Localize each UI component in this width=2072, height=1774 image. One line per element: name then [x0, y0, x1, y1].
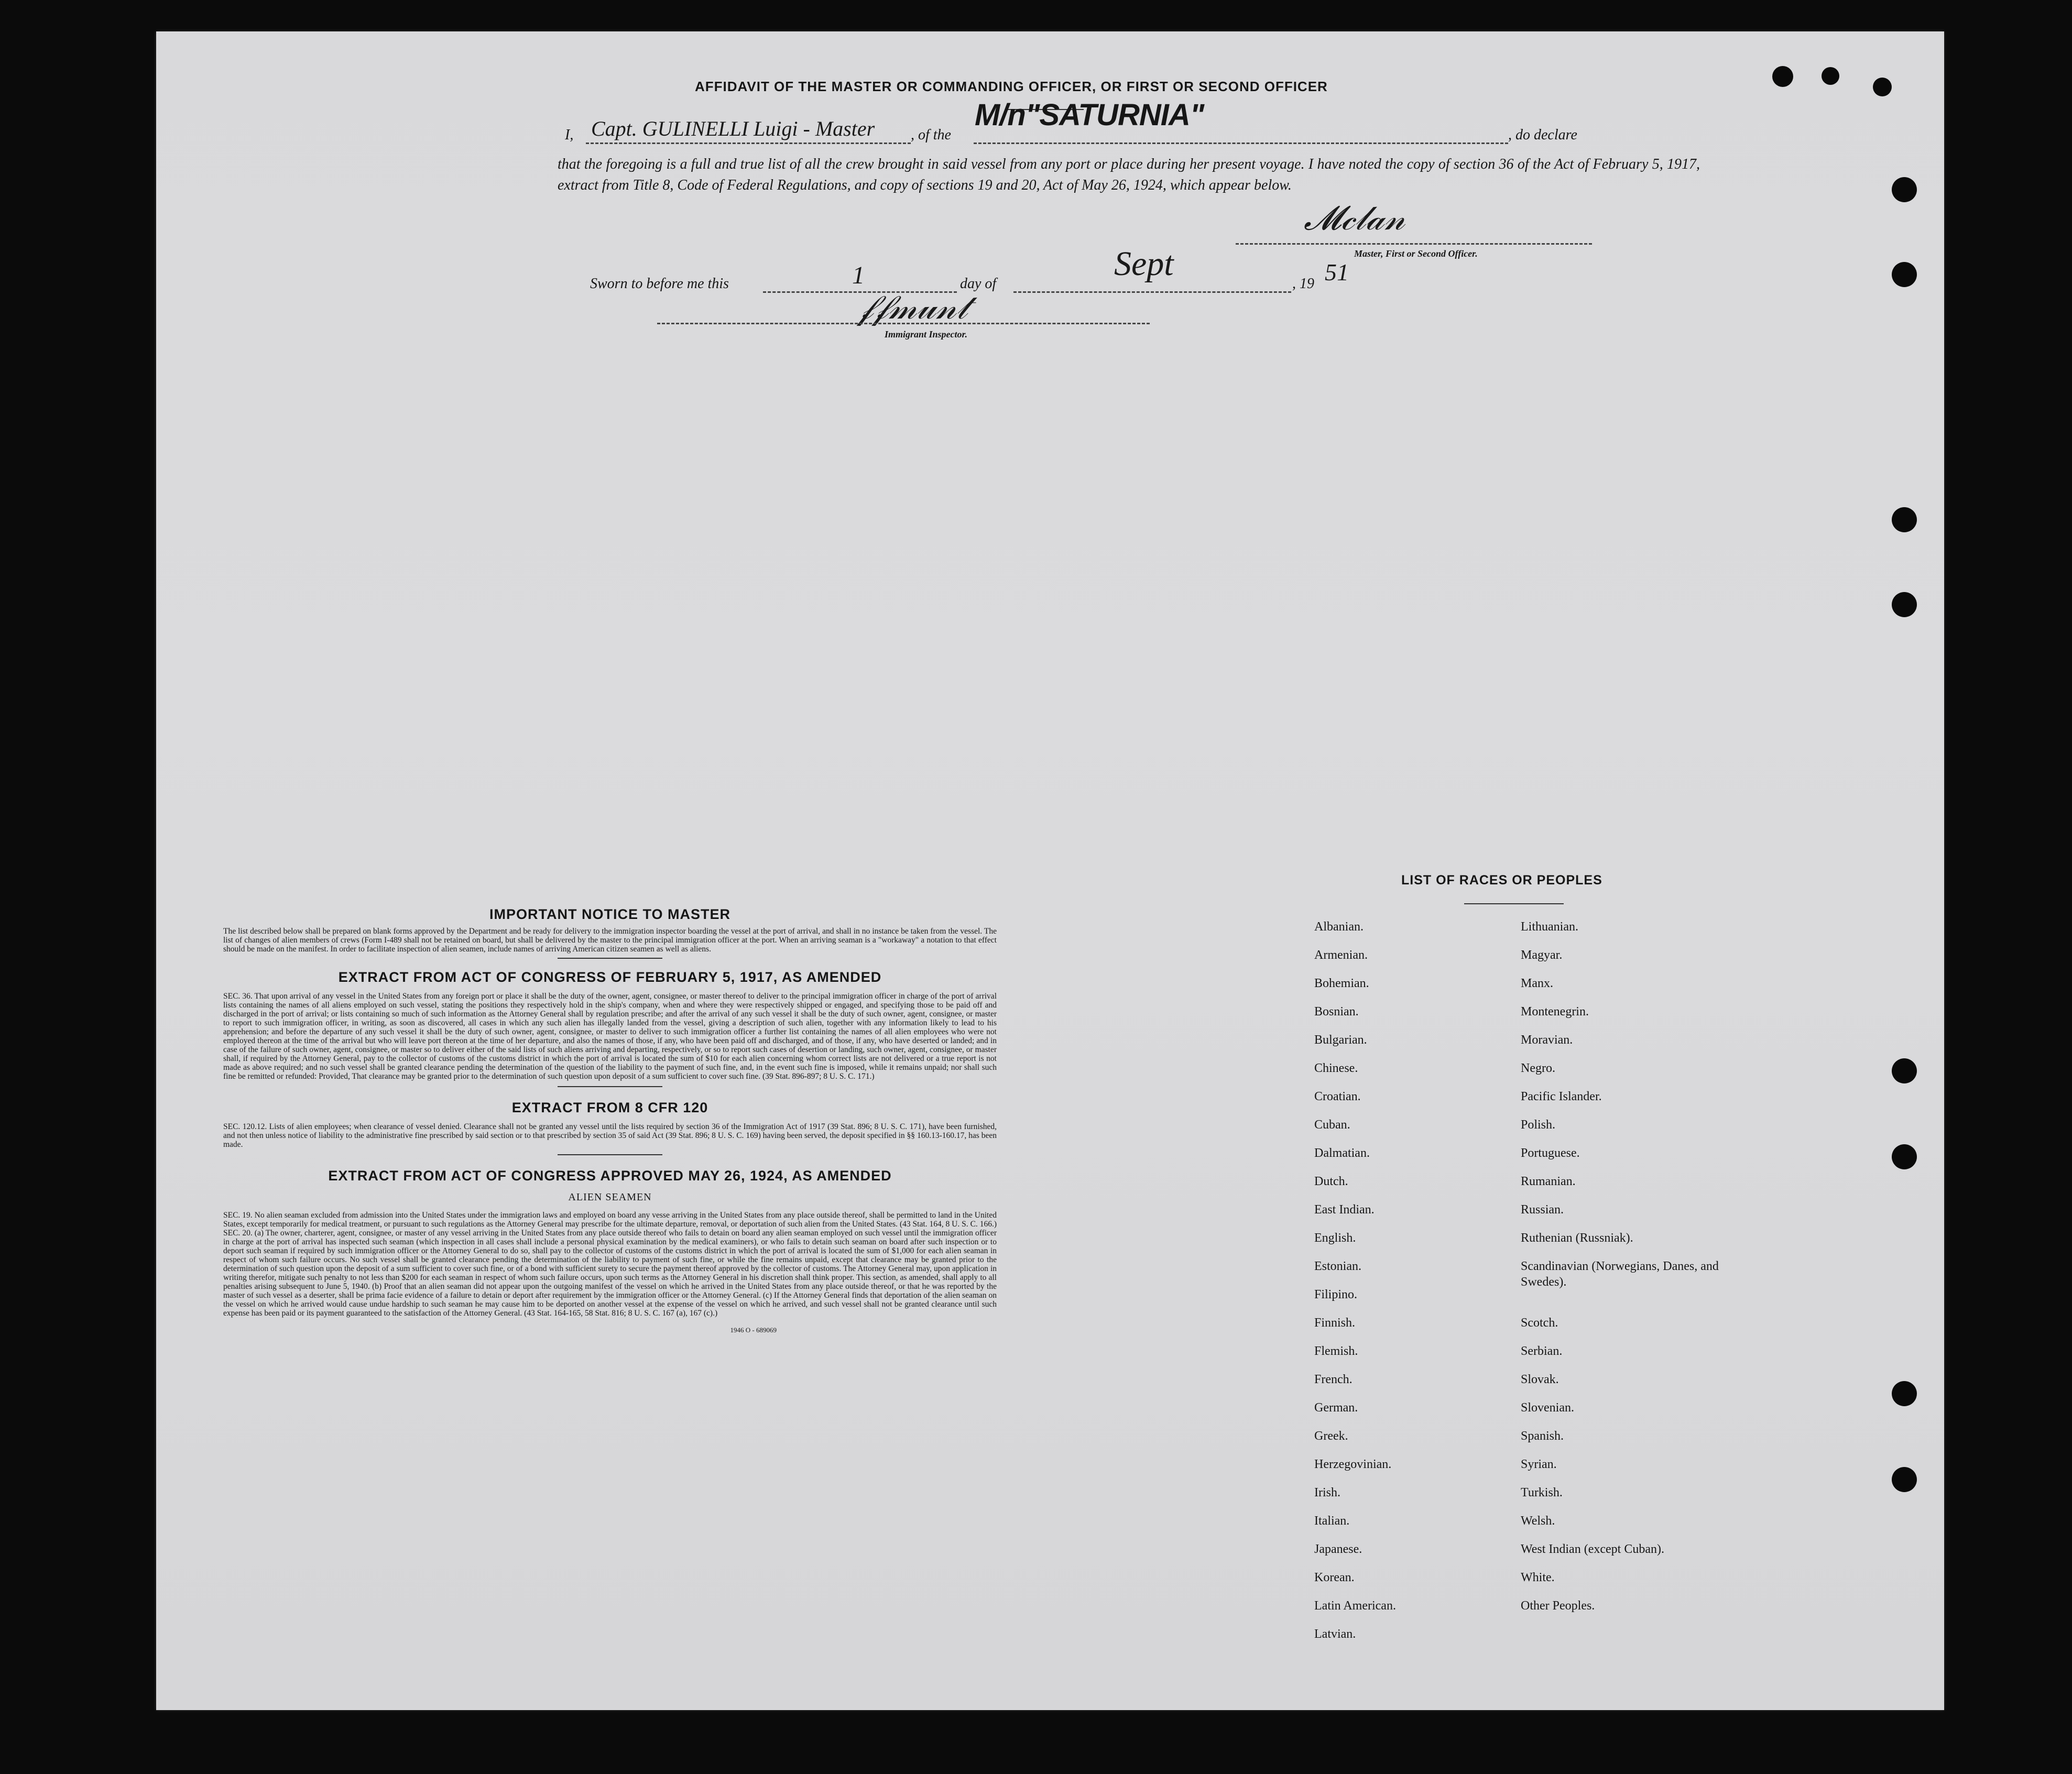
race-item: Croatian.	[1314, 1090, 1361, 1103]
i-label: I,	[565, 127, 574, 143]
race-item: Slovak.	[1521, 1373, 1559, 1386]
race-item: Italian.	[1314, 1514, 1350, 1528]
race-item: Manx.	[1521, 977, 1553, 990]
race-item: Montenegrin.	[1521, 1005, 1589, 1019]
race-item: Turkish.	[1521, 1486, 1563, 1499]
race-item: Bulgarian.	[1314, 1033, 1367, 1047]
master-signature: 𝓜𝒸𝓁𝒶𝓃	[1304, 200, 1405, 237]
race-item: Bohemian.	[1314, 977, 1369, 990]
races-right-column	[1521, 919, 1741, 1626]
race-item: Welsh.	[1521, 1514, 1555, 1528]
race-item: Chinese.	[1314, 1061, 1358, 1075]
extract-1924-title: EXTRACT FROM ACT OF CONGRESS APPROVED MAY 26, 1924, AS AMENDED	[328, 1168, 892, 1184]
race-item: Scandinavian (Norwegians, Danes, and Swedes).	[1521, 1260, 1719, 1289]
race-item: Other Peoples.	[1521, 1599, 1595, 1613]
race-item: Portuguese.	[1521, 1146, 1580, 1160]
extract-1924-text: SEC. 19. No alien seaman excluded from admission into the United States under the immigration laws and employed on board any vesse arriving in the United States from any place outside thereof, shall be permitted to land in the United States, except temporarily for medical treatment, or pursuant to such regulations as the Attorney General may prescribe for the ultimate departure, removal, or deportation of such alien from the United States. (43 Stat. 164, 8 U. S. C. 166.) SEC. 20. (a) The owner, charterer, agent, consignee, or master of any vessel arriving in the United States from any place outside thereof who fails to detain on board any alien seaman employed on such vessel until the immigration officer in charge at the port of arrival has inspected such seaman (which inspection in all cases shall include a personal physical examination by the medical examiners), or who fails to detain such seaman on board after such inspection or to deport such seaman if required by such immigration officer or the Attorney General to do so, shall pay to the collector of customs of the customs district in which the port of arrival is located the sum of $1,000 for each alien seaman in respect of whom such failure occurs. No such vessel shall be granted clearance pending the determination of the liability to payment of such fine, or while the fine remains unpaid, except that clearance may be granted prior to the determination of such question upon the deposit of a sum sufficient to cover such fine, or of a bond with sufficient surety to secure the payment thereof approved by the collector of customs. The Attorney General may, upon application in writing therefor, mitigate such penalty to not less than $200 for each seaman in respect of whom such failure occurs, upon such terms as the Attorney General in his discretion shall think proper. This section, as amended, shall apply to all penalties arising subsequent to June 5, 1940. (b) Proof that an alien seaman did not appear upon the outgoing manifest of the vessel on which he arrived in the United States from any place outside thereof, or that he was reported by the master of such vessel as a deserter, shall be prima facie evidence of a failure to detain or deport after requirement by the immigration officer or the Attorney General. (c) If the Attorney General finds that deportation of the alien seaman on the vessel on which he arrived would cause undue hardship to such seaman he may cause him to be deported on another vessel at the expense of the vessel on which he arrived, and such vessel shall not be granted clearance until such expense has been paid or its payment guaranteed to the satisfaction of the Attorney General. (43 Stat. 164-165, 58 Stat. 816; 8 U. S. C. 167 (a), 167 (c).)	[223, 1211, 997, 1318]
race-item: White.	[1521, 1571, 1555, 1584]
race-item: Syrian.	[1521, 1458, 1557, 1471]
race-item: Irish.	[1314, 1486, 1340, 1499]
race-item: West Indian (except Cuban).	[1521, 1542, 1664, 1556]
race-item: Japanese.	[1314, 1542, 1362, 1556]
punch-hole	[1892, 592, 1917, 617]
notices-column	[223, 906, 997, 1334]
race-item: Lithuanian.	[1521, 920, 1578, 934]
punch-hole	[1892, 1381, 1917, 1406]
vessel-name-stamp: M/n"SATURNIA"	[975, 98, 1204, 132]
race-item: Dutch.	[1314, 1175, 1348, 1188]
race-item: Cuban.	[1314, 1118, 1350, 1132]
race-item: Finnish.	[1314, 1316, 1356, 1330]
master-name-handwritten: Capt. GULINELLI Luigi - Master	[591, 117, 875, 140]
race-item: Magyar.	[1521, 948, 1563, 962]
race-item: Armenian.	[1314, 948, 1368, 962]
sworn-month-line	[1013, 291, 1291, 293]
race-item: Bosnian.	[1314, 1005, 1359, 1019]
extract-cfr-title: EXTRACT FROM 8 CFR 120	[511, 1100, 708, 1115]
race-item: Pacific Islander.	[1521, 1090, 1602, 1103]
race-item: Filipino.	[1314, 1288, 1358, 1301]
punch-hole	[1892, 262, 1917, 287]
affidavit-body: that the foregoing is a full and true list of all the crew brought in said vessel from any port or place during her present voyage. I have noted the copy of section 36 of the Act of February 5, 1917, extract from Title 8, Code of Federal Regulations, and copy of sections 19 and 20, Act of May 26, 1924, which appear below.	[558, 156, 1700, 193]
extract-1917-title: EXTRACT FROM ACT OF CONGRESS OF FEBRUARY 5, 1917, AS AMENDED	[338, 969, 882, 985]
master-name-line	[586, 143, 911, 144]
divider	[558, 1086, 662, 1087]
race-item: Polish.	[1521, 1118, 1556, 1132]
of-the-label: , of the	[911, 127, 951, 143]
race-item: Scotch.	[1521, 1316, 1558, 1330]
race-item: Serbian.	[1521, 1344, 1563, 1358]
race-item: Russian.	[1521, 1203, 1564, 1217]
punch-hole	[1892, 1467, 1917, 1492]
extract-1924-subtitle: ALIEN SEAMEN	[568, 1191, 652, 1203]
day-of-label: day of	[960, 276, 997, 292]
race-item: Ruthenian (Russniak).	[1521, 1231, 1633, 1245]
inspector-signature: 𝒻𝒻𝓂𝓊𝓃𝓉	[858, 289, 968, 326]
race-item: Greek.	[1314, 1429, 1348, 1443]
affidavit-title: AFFIDAVIT OF THE MASTER OR COMMANDING OFFICER, OR FIRST OR SECOND OFFICER	[695, 79, 1328, 94]
master-signature-caption: Master, First or Second Officer.	[1354, 248, 1478, 259]
race-item: German.	[1314, 1401, 1358, 1415]
race-item: Korean.	[1314, 1571, 1355, 1584]
notice-title: IMPORTANT NOTICE TO MASTER	[489, 906, 730, 922]
race-item: French.	[1314, 1373, 1353, 1386]
extract-cfr-text: SEC. 120.12. Lists of alien employees; when clearance of vessel denied. Clearance shall not be granted any vessel until the lists required by section 36 of the Immigration Act of 1917 (39 Stat. 896; 8 U. S. C. 171), have been furnished, and not then unless notice of liability to the administrative fine prescribed by said section or to that prescribed by section 35 of said Act (39 Stat. 896; 8 U. S. C. 169) having been served, the deposit specified in §§ 160.13-160.17, has been made.	[223, 1122, 997, 1149]
race-item: East Indian.	[1314, 1203, 1375, 1217]
punch-hole	[1892, 507, 1917, 532]
race-item: Spanish.	[1521, 1429, 1564, 1443]
race-item: Latvian.	[1314, 1627, 1356, 1641]
notice-text: The list described below shall be prepared on blank forms approved by the Department and be ready for delivery to the immigration inspector boarding the vessel at the port of arrival, and shall in no instance be taken from the vessel. The list of changes of alien members of crews (Form I-489 shall not be retained on board, but shall be delivered by the master to the principal immigration officer at the port. When an arriving seaman is a "workaway" a notation to that effect should be made on the manifest. In order to facilitate inspection of alien seamen, include names of arriving American citizen seamen as well as aliens.	[223, 927, 997, 954]
race-item: Slovenian.	[1521, 1401, 1574, 1415]
year-prefix: , 19	[1292, 276, 1314, 292]
punch-hole	[1873, 78, 1892, 96]
race-item: English.	[1314, 1231, 1356, 1245]
extract-1917-text: SEC. 36. That upon arrival of any vessel in the United States from any foreign port or place it shall be the duty of the owner, agent, consignee, or master thereof to deliver to the principal immigration officer in charge of the port of arrival lists containing the names of all aliens employed on such vessel, stating the positions they respectively hold in the ship's company, when and where they were respectively shipped or engaged, and specifying those to be paid off and discharged in the port of arrival; or lists containing so much of such information as the Attorney General shall by regulation prescribe; and after the arrival of any such vessel it shall be the duty of such owner, agent, consignee, or master to report to such immigration officer, in writing, as soon as discovered, all cases in which any such alien has illegally landed from the vessel, giving a description of such alien, together with any information likely to lead to his apprehension; and before the departure of any such vessel it shall be the duty of such owner, agent, consignee, or master to deliver to such immigration officer a further list containing the names of all alien employees who were not employed thereon at the time of the arrival but who will leave port thereon at the time of her departure, and also the names of those, if any, who have been paid off and discharged, and of those, if any, who have deserted or landed; and in case of the failure of such owner, agent, consignee, or master so to deliver either of the said lists of such aliens arriving and departing, respectively, or so to report such cases of desertion or landing, such owner, agent, consignee, or master shall, if required by the Attorney General, pay to the collector of customs of the customs district in which the port of arrival is located the sum of $10 for each alien concerning whom correct lists are not delivered or a true report is not made as above required; and no such vessel shall be granted clearance pending the determination of the question of the liability to the payment of such fine, and, in the event such fine is imposed, while it remains unpaid; nor shall such fine be remitted or refunded: Provided, That clearance may be granted prior to the determination of such question upon deposit of a sum sufficient to cover such fine. (39 Stat. 896-897; 8 U. S. C. 171.)	[223, 992, 997, 1081]
divider	[558, 1154, 662, 1155]
vessel-line	[974, 143, 1508, 144]
race-item: Latin American.	[1314, 1599, 1396, 1613]
race-item: Estonian.	[1314, 1260, 1361, 1273]
races-divider	[1464, 903, 1564, 904]
inspector-caption: Immigrant Inspector.	[885, 329, 968, 340]
sworn-label: Sworn to before me this	[590, 276, 729, 292]
punch-hole	[1822, 67, 1839, 85]
races-left-column	[1314, 919, 1513, 1655]
master-signature-line	[1236, 243, 1592, 245]
print-code: 1946 O - 689069	[730, 1326, 777, 1334]
race-item: Flemish.	[1314, 1344, 1358, 1358]
inspector-signature-line	[657, 323, 1150, 324]
race-item: Rumanian.	[1521, 1175, 1576, 1188]
race-item: Dalmatian.	[1314, 1146, 1370, 1160]
races-title: LIST OF RACES OR PEOPLES	[1401, 873, 1602, 888]
do-declare-label: , do declare	[1508, 127, 1577, 143]
race-item: Albanian.	[1314, 920, 1364, 934]
punch-hole	[1892, 1144, 1917, 1169]
race-item: Moravian.	[1521, 1033, 1573, 1047]
punch-hole	[1772, 66, 1793, 87]
punch-hole	[1892, 1058, 1917, 1083]
document-page	[156, 31, 1944, 1710]
sworn-month-handwritten: Sept	[1114, 245, 1174, 283]
race-item: Negro.	[1521, 1061, 1555, 1075]
punch-hole	[1892, 177, 1917, 202]
divider	[558, 958, 662, 959]
year-handwritten: 51	[1325, 259, 1349, 286]
sworn-day-handwritten: 1	[852, 261, 865, 289]
race-item: Herzegovinian.	[1314, 1458, 1392, 1471]
